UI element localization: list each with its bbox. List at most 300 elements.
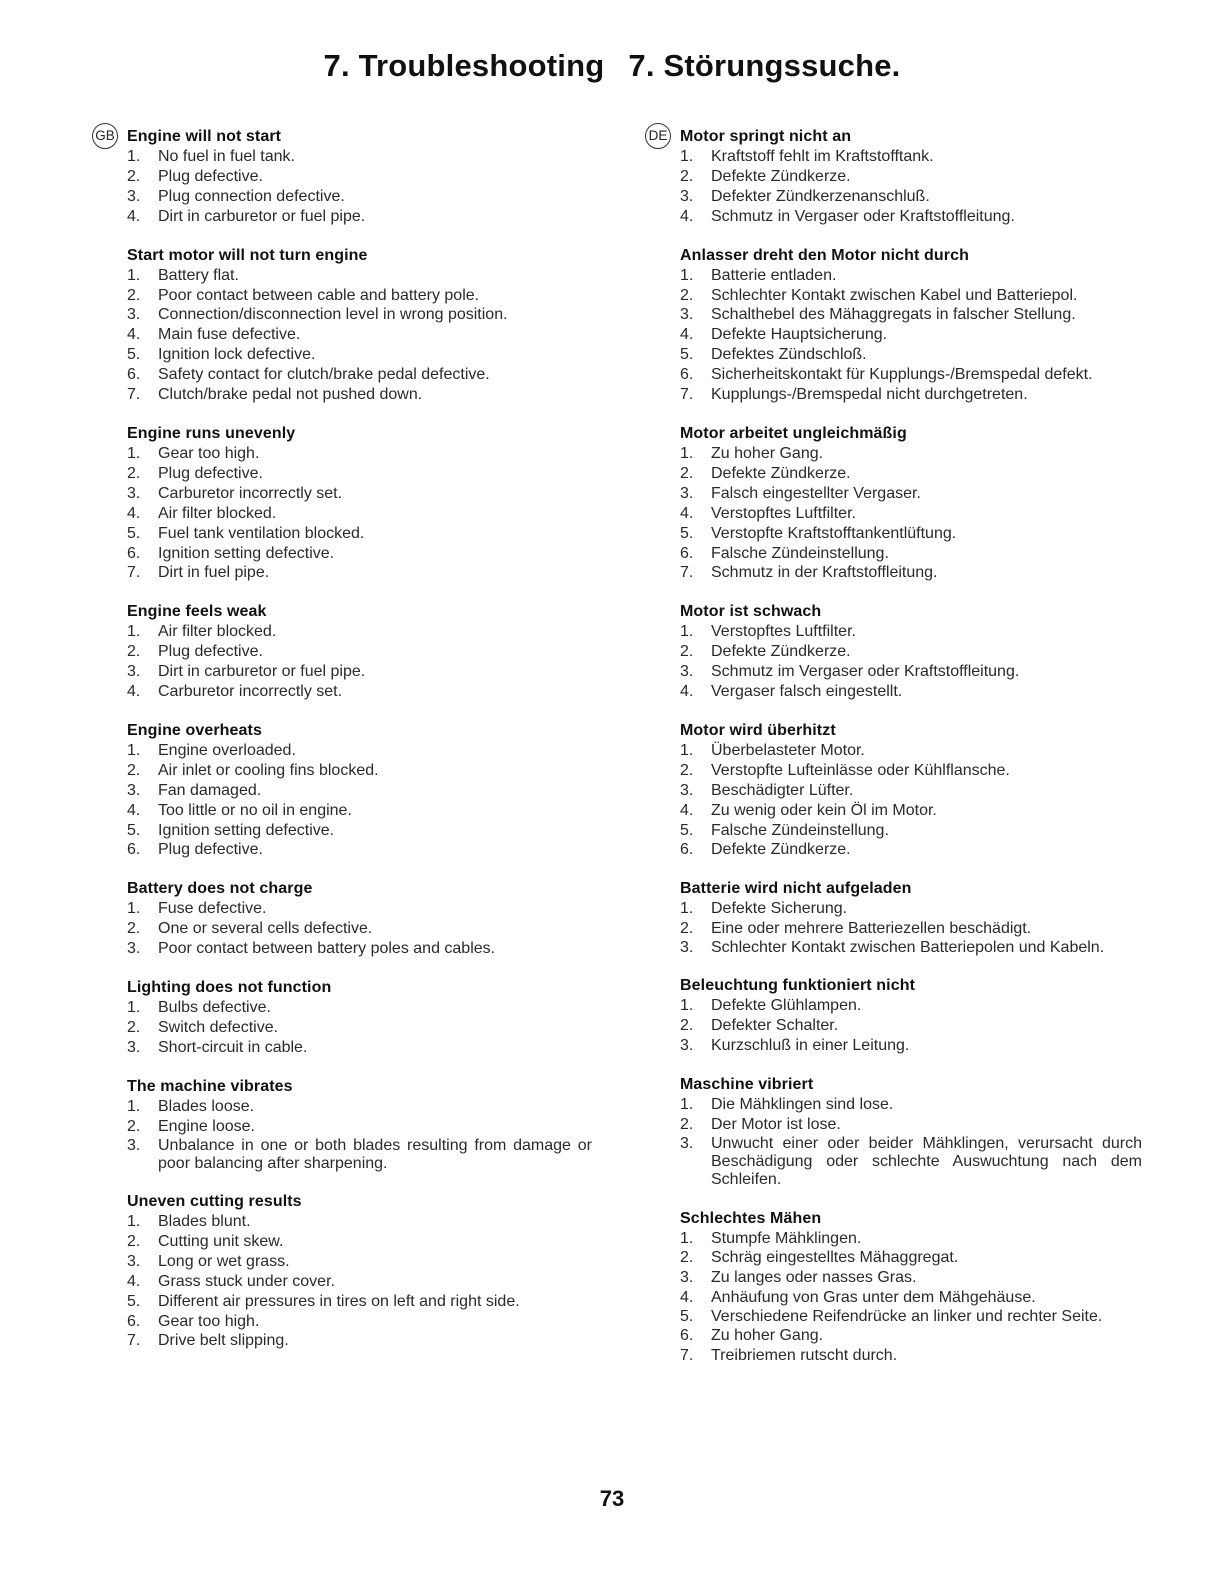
list-item bbox=[127, 682, 592, 702]
list-item bbox=[127, 1097, 592, 1117]
item-number: 3. bbox=[127, 781, 141, 799]
item-text: Air filter blocked. bbox=[158, 623, 277, 641]
item-text: Blades loose. bbox=[158, 1097, 255, 1115]
troubleshooting-section bbox=[680, 602, 1142, 702]
cause-list bbox=[680, 899, 1142, 957]
list-item bbox=[680, 919, 1142, 939]
item-text: Air inlet or cooling fins blocked. bbox=[158, 761, 379, 779]
list-item bbox=[680, 662, 1142, 682]
list-item bbox=[680, 365, 1142, 385]
list-item bbox=[680, 1095, 1142, 1115]
list-item bbox=[127, 919, 592, 939]
item-text: Schmutz in Vergaser oder Kraftstoffleitung. bbox=[711, 207, 1015, 225]
item-number: 5. bbox=[680, 524, 694, 542]
list-item bbox=[680, 207, 1142, 227]
item-text: Dirt in carburetor or fuel pipe. bbox=[158, 663, 366, 681]
list-item bbox=[127, 325, 592, 345]
item-text: Ignition lock defective. bbox=[158, 346, 316, 364]
list-item bbox=[127, 1232, 592, 1252]
item-text: Gear too high. bbox=[158, 444, 260, 462]
item-text: No fuel in fuel tank. bbox=[158, 148, 295, 165]
item-number: 2. bbox=[127, 167, 141, 185]
item-text: One or several cells defective. bbox=[158, 920, 373, 938]
item-number: 6. bbox=[127, 544, 141, 562]
item-number: 5. bbox=[127, 524, 141, 542]
item-text: Schlechter Kontakt zwischen Kabel und Batteriepol. bbox=[711, 286, 1078, 304]
item-number: 1. bbox=[127, 900, 141, 918]
section-heading: Motor springt nicht an bbox=[680, 128, 852, 145]
item-number: 3. bbox=[127, 484, 141, 502]
item-number: 1. bbox=[127, 266, 141, 284]
section-heading: Maschine vibriert bbox=[680, 1076, 814, 1094]
item-text: Kraftstoff fehlt im Kraftstofftank. bbox=[711, 148, 934, 165]
item-text: Ignition setting defective. bbox=[158, 544, 335, 562]
item-number: 2. bbox=[680, 286, 694, 304]
item-number: 2. bbox=[680, 1116, 694, 1134]
troubleshooting-section bbox=[680, 721, 1142, 860]
page-title bbox=[0, 48, 1224, 84]
item-number: 2. bbox=[127, 761, 141, 779]
troubleshooting-section bbox=[127, 879, 592, 959]
item-text: Safety contact for clutch/brake pedal defective. bbox=[158, 366, 490, 384]
item-text: Plug connection defective. bbox=[158, 187, 345, 205]
list-item bbox=[680, 840, 1142, 860]
item-number: 1. bbox=[127, 623, 141, 641]
item-text: Plug defective. bbox=[158, 464, 263, 482]
item-number: 4. bbox=[127, 326, 141, 344]
list-item bbox=[680, 996, 1142, 1016]
item-number: 2. bbox=[680, 761, 694, 779]
item-number: 1. bbox=[680, 1229, 694, 1247]
item-number: 7. bbox=[127, 564, 141, 582]
list-item bbox=[127, 167, 592, 187]
item-text: Kupplungs-/Bremspedal nicht durchgetreten. bbox=[711, 386, 1028, 404]
item-text: Sicherheitskontakt für Kupplungs-/Bremspedal defekt. bbox=[711, 366, 1093, 384]
item-number: 5. bbox=[127, 1292, 141, 1310]
item-number: 5. bbox=[680, 346, 694, 364]
list-item bbox=[680, 544, 1142, 564]
troubleshooting-section bbox=[127, 246, 592, 405]
troubleshooting-section bbox=[127, 602, 592, 702]
item-text: Different air pressures in tires on left and right side. bbox=[158, 1292, 520, 1310]
english-column bbox=[127, 127, 592, 1351]
item-text: Bulbs defective. bbox=[158, 999, 271, 1017]
cause-list bbox=[680, 1095, 1142, 1189]
item-number: 4. bbox=[680, 683, 694, 701]
item-number: 2. bbox=[127, 464, 141, 482]
item-text: Falsche Zündeinstellung. bbox=[711, 544, 889, 562]
item-text: Defekte Zündkerze. bbox=[711, 167, 851, 185]
item-text: Fuse defective. bbox=[158, 900, 267, 918]
list-item bbox=[680, 1288, 1142, 1308]
list-item bbox=[127, 939, 592, 959]
list-item bbox=[127, 544, 592, 564]
section-heading: Start motor will not turn engine bbox=[127, 246, 368, 264]
troubleshooting-section bbox=[680, 976, 1142, 1056]
list-item bbox=[680, 563, 1142, 583]
item-text: Cutting unit skew. bbox=[158, 1232, 284, 1250]
item-text: Vergaser falsch eingestellt. bbox=[711, 683, 903, 701]
cause-list bbox=[127, 1212, 592, 1351]
item-number: 2. bbox=[127, 1019, 141, 1036]
item-number: 3. bbox=[680, 781, 694, 799]
list-item bbox=[127, 642, 592, 662]
item-text: Schmutz im Vergaser oder Kraftstoffleitung. bbox=[711, 663, 1020, 681]
item-text: Überbelasteter Motor. bbox=[711, 741, 865, 759]
item-text: Fuel tank ventilation blocked. bbox=[158, 524, 365, 542]
item-text: Batterie entladen. bbox=[711, 266, 837, 284]
troubleshooting-section bbox=[680, 424, 1142, 583]
item-number: 4. bbox=[127, 683, 141, 701]
item-text: Plug defective. bbox=[158, 643, 263, 661]
item-number: 1. bbox=[127, 444, 141, 462]
troubleshooting-section bbox=[680, 1209, 1142, 1367]
list-item bbox=[127, 1252, 592, 1272]
list-item bbox=[127, 187, 592, 207]
item-number: 4. bbox=[680, 801, 694, 819]
list-item bbox=[127, 821, 592, 841]
item-number: 2. bbox=[127, 286, 141, 304]
list-item bbox=[680, 385, 1142, 405]
list-item bbox=[127, 504, 592, 524]
item-text: Zu hoher Gang. bbox=[711, 1327, 824, 1345]
item-text: Falsch eingestellter Vergaser. bbox=[711, 484, 921, 502]
section-heading: Engine feels weak bbox=[127, 603, 267, 621]
list-item bbox=[127, 147, 592, 167]
list-item bbox=[127, 1292, 592, 1312]
item-text: Defekte Zündkerze. bbox=[711, 643, 851, 661]
item-number: 7. bbox=[680, 1347, 694, 1365]
item-number: 3. bbox=[127, 187, 141, 205]
item-text: Switch defective. bbox=[158, 1019, 279, 1036]
list-item bbox=[127, 781, 592, 801]
list-item bbox=[127, 365, 592, 385]
list-item bbox=[680, 939, 1142, 957]
item-number: 1. bbox=[680, 266, 694, 284]
list-item bbox=[127, 484, 592, 504]
item-text: Defekter Zündkerzenanschluß. bbox=[711, 187, 930, 205]
item-text: Falsche Zündeinstellung. bbox=[711, 821, 889, 839]
item-number: 2. bbox=[680, 1017, 694, 1035]
item-text: Defekte Zündkerze. bbox=[711, 464, 851, 482]
section-heading: The machine vibrates bbox=[127, 1077, 293, 1095]
item-number: 1. bbox=[127, 148, 141, 165]
item-number: 3. bbox=[680, 1269, 694, 1287]
list-item bbox=[680, 801, 1142, 821]
section-heading: Lighting does not function bbox=[127, 979, 332, 997]
item-number: 3. bbox=[127, 940, 141, 958]
item-number: 6. bbox=[127, 841, 141, 859]
item-text: Defekter Schalter. bbox=[711, 1017, 839, 1035]
list-item bbox=[680, 682, 1142, 702]
item-number: 7. bbox=[680, 564, 694, 582]
item-text: Zu langes oder nasses Gras. bbox=[711, 1269, 917, 1287]
item-number: 4. bbox=[680, 207, 694, 225]
troubleshooting-section bbox=[127, 1192, 592, 1351]
troubleshooting-section bbox=[127, 721, 592, 860]
item-text: Ignition setting defective. bbox=[158, 821, 335, 839]
item-text: Schlechter Kontakt zwischen Batteriepolen und Kabeln. bbox=[711, 939, 1105, 957]
list-item bbox=[680, 781, 1142, 801]
cause-list bbox=[127, 1097, 592, 1173]
item-text: Battery flat. bbox=[158, 266, 239, 284]
list-item bbox=[680, 741, 1142, 761]
list-item bbox=[680, 286, 1142, 306]
item-number: 4. bbox=[680, 326, 694, 344]
list-item bbox=[680, 899, 1142, 919]
item-text: Engine overloaded. bbox=[158, 741, 296, 759]
troubleshooting-section bbox=[680, 246, 1142, 405]
item-number: 3. bbox=[680, 1037, 694, 1055]
item-text: Schalthebel des Mähaggregats in falscher Stellung. bbox=[711, 306, 1076, 324]
item-number: 1. bbox=[680, 741, 694, 759]
section-heading: Motor arbeitet ungleichmäßig bbox=[680, 424, 907, 442]
item-number: 2. bbox=[680, 643, 694, 661]
troubleshooting-section bbox=[127, 424, 592, 583]
item-number: 5. bbox=[127, 346, 141, 364]
item-text: Anhäufung von Gras unter dem Mähgehäuse. bbox=[711, 1289, 1036, 1307]
item-text: Gear too high. bbox=[158, 1312, 260, 1330]
item-text: Defekte Sicherung. bbox=[711, 900, 848, 918]
list-item bbox=[680, 325, 1142, 345]
item-number: 2. bbox=[680, 167, 694, 185]
cause-list bbox=[680, 147, 1142, 227]
item-number: 2. bbox=[680, 920, 694, 938]
list-item bbox=[680, 167, 1142, 187]
item-number: 2. bbox=[127, 920, 141, 938]
german-column bbox=[680, 127, 1142, 1366]
item-text: Clutch/brake pedal not pushed down. bbox=[158, 386, 423, 404]
list-item bbox=[127, 662, 592, 682]
list-item bbox=[680, 305, 1142, 325]
cause-list bbox=[127, 444, 592, 583]
cause-list bbox=[680, 1229, 1142, 1367]
list-item bbox=[680, 761, 1142, 781]
cause-list bbox=[127, 266, 592, 405]
item-text: Schräg eingestelltes Mähaggregat. bbox=[711, 1249, 959, 1267]
item-number: 4. bbox=[680, 504, 694, 522]
item-text: Poor contact between battery poles and cables. bbox=[158, 940, 496, 958]
list-item bbox=[680, 1016, 1142, 1036]
list-item bbox=[127, 1272, 592, 1292]
section-heading: Motor ist schwach bbox=[680, 603, 822, 621]
list-item bbox=[680, 187, 1142, 207]
item-number: 4. bbox=[127, 801, 141, 819]
item-text: Defekte Zündkerze. bbox=[711, 841, 851, 859]
item-number: 2. bbox=[127, 643, 141, 661]
list-item bbox=[127, 305, 592, 325]
list-item bbox=[680, 622, 1142, 642]
item-number: 1. bbox=[680, 997, 694, 1015]
cause-list bbox=[127, 147, 592, 227]
list-item bbox=[680, 484, 1142, 504]
item-text: Unwucht einer oder beider Mähklingen, verursacht durch Beschädigung oder schlechte Auswuchtung nach dem Schleifen. bbox=[711, 1134, 1142, 1189]
list-item bbox=[127, 899, 592, 919]
list-item bbox=[680, 266, 1142, 286]
item-number: 3. bbox=[680, 663, 694, 681]
section-heading: Engine overheats bbox=[127, 721, 262, 739]
cause-list bbox=[127, 622, 592, 702]
cause-list bbox=[680, 996, 1142, 1056]
item-number: 3. bbox=[680, 1134, 694, 1152]
list-item bbox=[127, 998, 592, 1018]
list-item bbox=[127, 266, 592, 286]
list-item bbox=[127, 801, 592, 821]
list-item bbox=[680, 464, 1142, 484]
list-item bbox=[127, 444, 592, 464]
item-number: 3. bbox=[127, 1136, 141, 1154]
item-text: Schmutz in der Kraftstoffleitung. bbox=[711, 564, 938, 582]
cause-list bbox=[680, 444, 1142, 583]
list-item bbox=[127, 286, 592, 306]
item-text: Connection/disconnection level in wrong position. bbox=[158, 306, 508, 324]
item-number: 3. bbox=[680, 187, 694, 205]
item-text: Blades blunt. bbox=[158, 1213, 251, 1231]
page-title-de: 7. Störungssuche. bbox=[628, 48, 901, 83]
list-item bbox=[680, 504, 1142, 524]
list-item bbox=[680, 524, 1142, 544]
list-item bbox=[127, 1212, 592, 1232]
item-number: 7. bbox=[127, 386, 141, 404]
item-text: Fan damaged. bbox=[158, 781, 262, 799]
item-text: Defekte Hauptsicherung. bbox=[711, 326, 888, 344]
section-heading: Engine will not start bbox=[127, 128, 282, 145]
cause-list bbox=[680, 266, 1142, 405]
list-item bbox=[127, 761, 592, 781]
item-number: 3. bbox=[680, 306, 694, 324]
item-number: 1. bbox=[680, 1096, 694, 1114]
item-text: Dirt in fuel pipe. bbox=[158, 564, 270, 582]
cause-list bbox=[680, 622, 1142, 702]
list-item bbox=[127, 1137, 592, 1173]
item-text: Eine oder mehrere Batteriezellen beschädigt. bbox=[711, 920, 1032, 938]
list-item bbox=[127, 524, 592, 544]
list-item bbox=[127, 622, 592, 642]
troubleshooting-section bbox=[127, 1077, 592, 1173]
item-text: Air filter blocked. bbox=[158, 504, 277, 522]
item-number: 4. bbox=[680, 1289, 694, 1307]
list-item bbox=[680, 1346, 1142, 1366]
troubleshooting-section bbox=[127, 978, 592, 1058]
troubleshooting-section bbox=[680, 1075, 1142, 1189]
cause-list bbox=[680, 741, 1142, 860]
list-item bbox=[680, 345, 1142, 365]
item-number: 2. bbox=[127, 1232, 141, 1250]
cause-list bbox=[127, 998, 592, 1058]
gb-language-icon: GB bbox=[92, 123, 118, 149]
list-item bbox=[127, 464, 592, 484]
item-number: 1. bbox=[127, 1213, 141, 1231]
list-item bbox=[680, 1248, 1142, 1268]
item-text: Beschädigter Lüfter. bbox=[711, 781, 854, 799]
list-item bbox=[680, 1268, 1142, 1288]
item-number: 1. bbox=[680, 148, 694, 165]
item-text: Kurzschluß in einer Leitung. bbox=[711, 1037, 910, 1055]
item-number: 6. bbox=[127, 366, 141, 384]
item-number: 5. bbox=[680, 821, 694, 839]
item-number: 1. bbox=[127, 1097, 141, 1115]
list-item bbox=[127, 1038, 592, 1058]
item-number: 4. bbox=[127, 1272, 141, 1290]
item-number: 6. bbox=[680, 366, 694, 384]
list-item bbox=[127, 840, 592, 860]
item-text: Grass stuck under cover. bbox=[158, 1272, 335, 1290]
troubleshooting-section bbox=[127, 127, 592, 227]
section-heading: Schlechtes Mähen bbox=[680, 1209, 822, 1227]
item-number: 1. bbox=[680, 623, 694, 641]
troubleshooting-section bbox=[680, 127, 1142, 227]
item-number: 1. bbox=[127, 999, 141, 1017]
list-item bbox=[680, 821, 1142, 841]
item-number: 1. bbox=[127, 741, 141, 759]
list-item bbox=[127, 563, 592, 583]
item-number: 2. bbox=[680, 1249, 694, 1267]
item-text: Carburetor incorrectly set. bbox=[158, 484, 343, 502]
item-number: 3. bbox=[680, 939, 694, 957]
list-item bbox=[680, 1036, 1142, 1056]
item-number: 3. bbox=[127, 1038, 141, 1056]
item-text: Verstopftes Luftfilter. bbox=[711, 623, 856, 641]
troubleshooting-section bbox=[680, 879, 1142, 957]
item-text: Engine loose. bbox=[158, 1117, 255, 1135]
item-text: Verstopfte Lufteinlässe oder Kühlflansche. bbox=[711, 761, 1010, 779]
de-language-icon: DE bbox=[645, 123, 671, 149]
list-item bbox=[680, 1326, 1142, 1346]
item-number: 5. bbox=[127, 821, 141, 839]
page-title-en: 7. Troubleshooting bbox=[323, 48, 605, 83]
item-number: 7. bbox=[127, 1332, 141, 1350]
item-text: Long or wet grass. bbox=[158, 1252, 290, 1270]
item-number: 3. bbox=[680, 484, 694, 502]
list-item bbox=[680, 1229, 1142, 1249]
item-number: 6. bbox=[127, 1312, 141, 1330]
list-item bbox=[127, 741, 592, 761]
item-text: Verstopfte Kraftstofftankentlüftung. bbox=[711, 524, 957, 542]
cause-list bbox=[127, 741, 592, 860]
section-heading: Anlasser dreht den Motor nicht durch bbox=[680, 246, 969, 264]
list-item bbox=[127, 1331, 592, 1351]
item-text: Verstopftes Luftfilter. bbox=[711, 504, 856, 522]
list-item bbox=[127, 1018, 592, 1038]
item-text: Dirt in carburetor or fuel pipe. bbox=[158, 207, 366, 225]
list-item bbox=[127, 385, 592, 405]
list-item bbox=[680, 642, 1142, 662]
item-number: 7. bbox=[680, 386, 694, 404]
item-number: 2. bbox=[680, 464, 694, 482]
item-number: 5. bbox=[680, 1308, 694, 1326]
item-number: 2. bbox=[127, 1117, 141, 1135]
item-text: Drive belt slipping. bbox=[158, 1332, 289, 1350]
item-text: Verschiedene Reifendrücke an linker und rechter Seite. bbox=[711, 1308, 1103, 1326]
section-heading: Engine runs unevenly bbox=[127, 424, 296, 442]
item-text: Zu wenig oder kein Öl im Motor. bbox=[711, 801, 937, 819]
item-text: Carburetor incorrectly set. bbox=[158, 683, 343, 701]
item-number: 1. bbox=[680, 444, 694, 462]
item-number: 4. bbox=[127, 504, 141, 522]
item-number: 3. bbox=[127, 306, 141, 324]
list-item bbox=[680, 147, 1142, 167]
item-text: Defekte Glühlampen. bbox=[711, 997, 862, 1015]
item-text: Plug defective. bbox=[158, 167, 263, 185]
page-number: 73 bbox=[599, 1486, 625, 1511]
item-number: 1. bbox=[680, 900, 694, 918]
item-number: 6. bbox=[680, 544, 694, 562]
item-text: Die Mähklingen sind lose. bbox=[711, 1096, 894, 1114]
list-item bbox=[127, 345, 592, 365]
list-item bbox=[127, 1117, 592, 1137]
item-number: 3. bbox=[127, 663, 141, 681]
section-heading: Batterie wird nicht aufgeladen bbox=[680, 880, 912, 898]
